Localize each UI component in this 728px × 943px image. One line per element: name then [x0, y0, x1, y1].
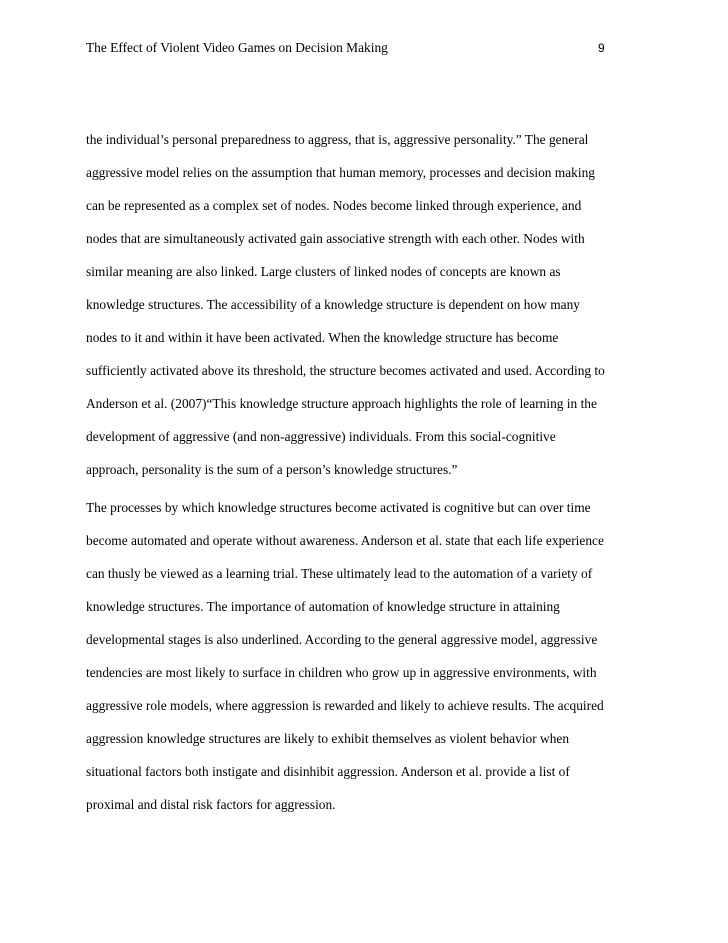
- text-line: developmental stages is also underlined. According to the general aggressive model, aggressive: [86, 632, 598, 647]
- text-line: aggressive model relies on the assumption that human memory, processes and decision making: [86, 165, 595, 180]
- text-line: sufficiently activated above its threshold, the structure becomes activated and used. According to: [86, 363, 605, 378]
- page-header: [86, 40, 646, 60]
- paragraph-1: [86, 123, 666, 486]
- text-line: aggression knowledge structures are likely to exhibit themselves as violent behavior when: [86, 731, 570, 746]
- text-line: development of aggressive (and non-aggressive) individuals. From this social-cognitive: [86, 429, 556, 444]
- text-line: proximal and distal risk factors for aggression.: [86, 797, 336, 812]
- text-line: knowledge structures. The importance of automation of knowledge structure in attaining: [86, 599, 560, 614]
- text-line: can be represented as a complex set of nodes. Nodes become linked through experience, and: [86, 198, 582, 213]
- text-line: aggressive role models, where aggression is rewarded and likely to achieve results. The acquired: [86, 698, 604, 713]
- text-line: knowledge structures. The accessibility of a knowledge structure is dependent on how many: [86, 297, 580, 312]
- text-line: tendencies are most likely to surface in children who grow up in aggressive environments, with: [86, 665, 597, 680]
- document-body: [86, 123, 666, 821]
- page-number: 9: [598, 41, 605, 55]
- text-line: situational factors both instigate and disinhibit aggression. Anderson et al. provide a list of: [86, 764, 570, 779]
- text-line: Anderson et al. (2007)“This knowledge structure approach highlights the role of learning in the: [86, 396, 597, 411]
- text-line: the individual’s personal preparedness to aggress, that is, aggressive personality.” The general: [86, 132, 589, 147]
- text-line: similar meaning are also linked. Large clusters of linked nodes of concepts are known as: [86, 264, 561, 279]
- text-line: approach, personality is the sum of a person’s knowledge structures.”: [86, 462, 458, 477]
- text-line: nodes that are simultaneously activated gain associative strength with each other. Nodes with: [86, 231, 585, 246]
- text-line: nodes to it and within it have been activated. When the knowledge structure has become: [86, 330, 559, 345]
- text-line: become automated and operate without awareness. Anderson et al. state that each life experience: [86, 533, 604, 548]
- running-head-title: The Effect of Violent Video Games on Decision Making: [86, 40, 388, 55]
- paragraph-2: [86, 491, 666, 821]
- text-line: can thusly be viewed as a learning trial. These ultimately lead to the automation of a variety of: [86, 566, 593, 581]
- text-line: The processes by which knowledge structures become activated is cognitive but can over time: [86, 500, 591, 515]
